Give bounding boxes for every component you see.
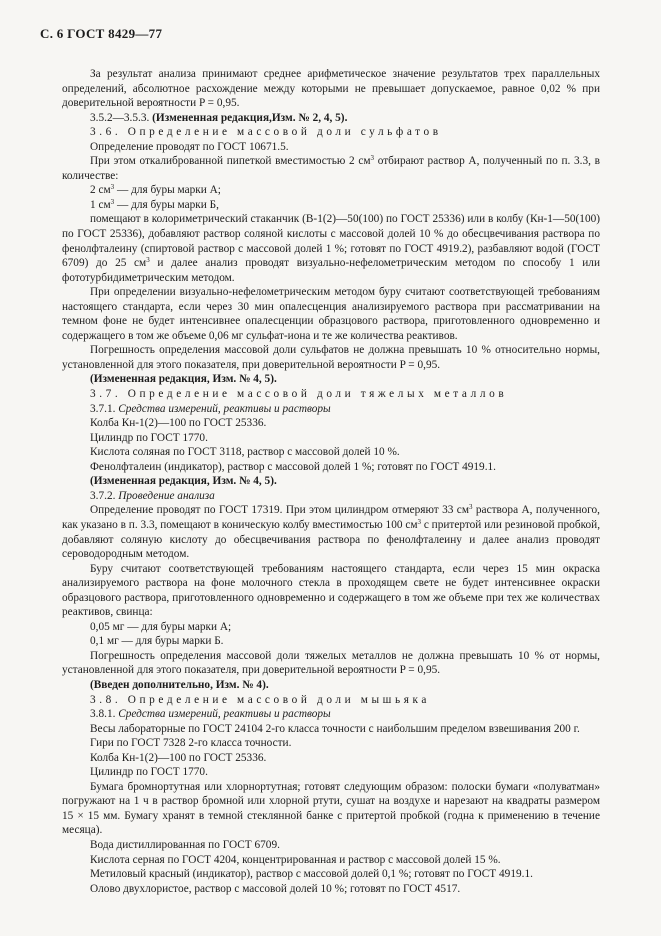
list-item: Колба Кн-1(2)—100 по ГОСТ 25336. (90, 751, 267, 764)
list-item: 1 $см^3$ — для буры марки Б, (90, 197, 219, 211)
revision-note: (Измененная редакция, Изм. № 4, 5). (90, 475, 277, 488)
subsection-heading: 3.8.1. Средства измерений, реактивы и растворы (90, 708, 331, 721)
list-item: Метиловый красный (индикатор), раствор с массовой долей 0,1 %; готовят по ГОСТ 4919.1. (90, 868, 533, 881)
paragraph: Погрешность определения массовой доли тяжелых металлов не должна превышать 10 % от нормы, установленной для этого показателя, при доверительной вероятности P = 0,95. (62, 649, 600, 677)
list-item: Кислота серная по ГОСТ 4204, концентрированная и раствор с массовой долей 15 %. (90, 853, 501, 866)
page-body (62, 67, 600, 896)
list-item: Кислота соляная по ГОСТ 3118, раствор с массовой долей 10 %. (90, 446, 400, 459)
paragraph: При определении визуально-нефелометрическим методом буру считают соответствующей требованиям настоящего стандарта, если через 30 мин опалесценция анализируемого раствора при рассматривании на темном фоне не будет интенсивнее опалесценции образцового раствора, приготовленного одновременно и содержащего в том же объеме 0,06 мг сульфат-иона и те же количества реактивов. (62, 286, 600, 342)
list-item: 2 $см^3$ — для буры марки А; (90, 183, 221, 197)
paragraph: Погрешность определения массовой доли сульфатов не должна превышать 10 % относительно нормы, установленной для этого показателя, при доверительной вероятности P = 0,95. (62, 344, 600, 371)
paragraph: Определение проводят по ГОСТ 10671.5. (90, 140, 289, 153)
list-item: Весы лабораторные по ГОСТ 24104 2-го класса точности с наибольшим пределом взвешивания 200 г. (90, 722, 580, 735)
paragraph: Буру считают соответствующей требованиям настоящего стандарта, если через 15 мин окраска анализируемого раствора на фоне молочного стекла в проходящем свете не будет интенсивнее окраски образцового раствора, приготовленного одновременно и содержащего в том же объеме при тех же количествах реактивов, свинца: (62, 562, 600, 619)
section-note: 3.5.2—3.5.3. (Измененная редакция,Изм. № 2, 4, 5). (90, 111, 348, 124)
section-heading-3-7: 3.7. Определение массовой доли тяжелых металлов (90, 388, 508, 401)
list-item: Цилиндр по ГОСТ 1770. (90, 431, 208, 444)
list-item: Цилиндр по ГОСТ 1770. (90, 766, 208, 779)
paragraph: При этом откалиброванной пипеткой вместимостью 2 $см^3$ отбирают раствор А, полученный по п. 3.3, в количестве: (62, 154, 600, 182)
list-item: 0,05 мг — для буры марки А; (90, 620, 232, 633)
list-item: Фенолфталеин (индикатор), раствор с массовой долей 1 %; готовят по ГОСТ 4919.1. (90, 460, 497, 473)
paragraph: За результат анализа принимают среднее арифметическое значение результатов трех параллельных определений, абсолютное расхождение между которыми не превышает допускаемое, равное 0,02 % при доверительной вероятности P = 0,95. (62, 68, 600, 110)
section-heading-3-8: 3.8. Определение массовой доли мышьяка (90, 693, 431, 706)
section-heading-3-6: 3.6. Определение массовой доли сульфатов (90, 126, 442, 139)
paragraph: помещают в колориметрический стаканчик (В-1(2)—50(100) по ГОСТ 25336) или в колбу (Кн-1—50(100) по ГОСТ 25336), добавляют раствор соляной кислоты с массовой долей 10 % до обесцвечивания раствора по фенолфталеину (спиртовой раствор с массовой долей 1 %; готовят по ГОСТ 4919.2), разбавляют водой (ГОСТ 6709) до 25 $см^3$ и далее анализ проводят визуально-нефелометрическим методом по способу 1 или фототурбидиметрическим методом. (62, 213, 600, 284)
list-item: Колба Кн-1(2)—100 по ГОСТ 25336. (90, 417, 267, 430)
page-header: С. 6 ГОСТ 8429—77 (40, 26, 163, 41)
revision-note: (Измененная редакция, Изм. № 4, 5). (90, 373, 277, 386)
list-item: Гири по ГОСТ 7328 2-го класса точности. (90, 737, 292, 750)
subsection-heading: 3.7.2. Проведение анализа (90, 489, 215, 502)
list-item: 0,1 мг — для буры марки Б. (90, 635, 224, 648)
subsection-heading: 3.7.1. Средства измерений, реактивы и растворы (90, 402, 331, 415)
list-item: Вода дистиллированная по ГОСТ 6709. (90, 838, 280, 851)
revision-note: (Введен дополнительно, Изм. № 4). (90, 678, 269, 691)
list-item: Олово двухлористое, раствор с массовой долей 10 %; готовят по ГОСТ 4517. (90, 882, 461, 895)
paragraph: Бумага бромнортутная или хлорнортутная; готовят следующим образом: полоски бумаги «полуватман» погружают на 1 ч в раствор бромной или хлорной ртути, сушат на воздухе и нарезают на квадраты размером 15 × 15 мм. Бумагу хранят в темной стеклянной банке с притертой пробкой (годна к применению в течение месяца). (62, 780, 600, 837)
paragraph: Определение проводят по ГОСТ 17319. При этом цилиндром отмеряют 33 $см^3$ раствора А, полученного, как указано в п. 3.3, помещают в коническую колбу вместимостью 100 $см^3$ с притертой или резиновой пробкой, добавляют соляную кислоту до обесцвечивания раствора по фенолфталеину и далее анализ проводят сероводородным методом. (62, 503, 601, 561)
